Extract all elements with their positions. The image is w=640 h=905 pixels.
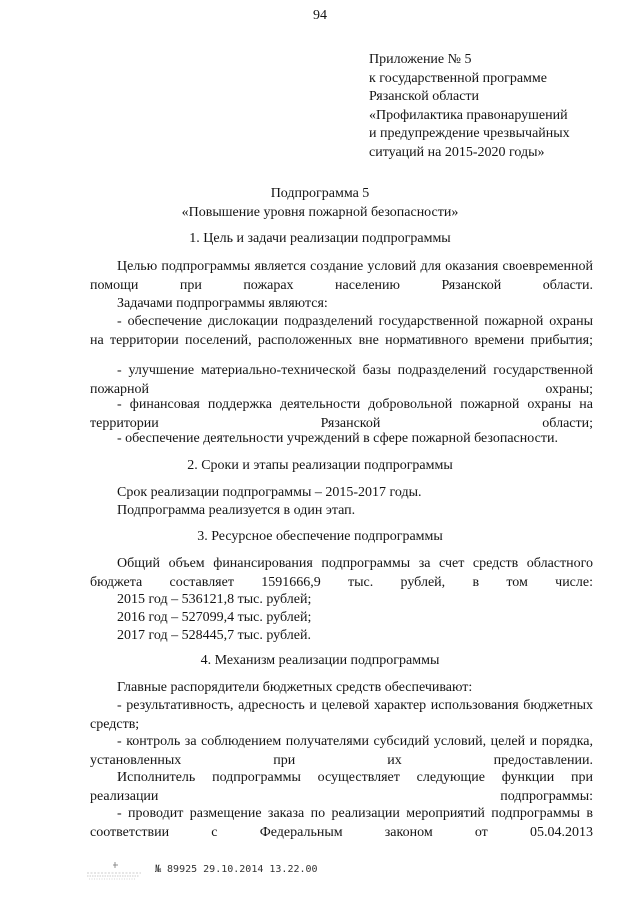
section-4-executor: Исполнитель подпрограммы осуществляет следующие функции при реализации подпрограммы: <box>90 770 593 804</box>
section-4-item-3: - проводит размещение заказа по реализации мероприятий подпрограммы в соответствии с Федеральным законом от 05.04.2013 <box>90 806 593 840</box>
section-1-goal: Целью подпрограммы является создание условий для оказания своевременной помощи при пожарах населению Рязанской области. <box>90 259 593 293</box>
appendix-line: ситуаций на 2015-2020 годы» <box>369 144 545 160</box>
subprogram-title-block <box>0 184 640 222</box>
section-3-heading: 3. Ресурсное обеспечение подпрограммы <box>197 529 443 544</box>
section-1-heading: 1. Цель и задачи реализации подпрограммы <box>189 231 451 246</box>
section-4-item-1: - результативность, адресность и целевой характер использования бюджетных средств; <box>90 698 593 732</box>
appendix-note <box>369 51 570 162</box>
registration-stamp-icon <box>85 860 143 884</box>
section-2-line-1: Срок реализации подпрограммы – 2015-2017 годы. <box>117 485 422 500</box>
section-3-year-2015: 2015 год – 536121,8 тыс. рублей; <box>117 592 312 607</box>
section-4-item-2: - контроль за соблюдением получателями субсидий условий, целей и порядка, установленных при их предоставлении. <box>90 734 593 768</box>
section-3-year-2016: 2016 год – 527099,4 тыс. рублей; <box>117 610 312 625</box>
document-stamp-text: № 89925 29.10.2014 13.22.00 <box>155 864 318 875</box>
appendix-line: и предупреждение чрезвычайных <box>369 126 570 141</box>
section-1-task-2: - улучшение материально-технической базы подразделений государственной пожарной охраны; <box>90 363 593 397</box>
subprogram-title: Подпрограмма 5 <box>270 186 370 201</box>
document-footer <box>85 860 345 884</box>
section-1-tasks-intro: Задачами подпрограммы являются: <box>117 296 328 311</box>
appendix-line: «Профилактика правонарушений <box>369 107 568 123</box>
section-3-year-2017: 2017 год – 528445,7 тыс. рублей. <box>117 628 311 643</box>
section-4-managers: Главные распорядители бюджетных средств обеспечивают: <box>117 680 473 695</box>
section-1-task-3: - финансовая поддержка деятельности добровольной пожарной охраны на территории Рязанской области; <box>90 397 593 431</box>
appendix-line: к государственной программе <box>369 70 547 86</box>
section-4-heading: 4. Механизм реализации подпрограммы <box>200 653 440 668</box>
section-1-task-1: - обеспечение дислокации подразделений государственной пожарной охраны на территории поселений, расположенных вне нормативного времени прибытия; <box>90 314 593 348</box>
section-2-heading: 2. Сроки и этапы реализации подпрограммы <box>187 458 453 473</box>
section-1-task-4: - обеспечение деятельности учреждений в сфере пожарной безопасности. <box>117 431 558 446</box>
page-number: 94 <box>313 8 327 23</box>
appendix-line: Приложение № 5 <box>369 52 472 67</box>
appendix-line: Рязанской области <box>369 89 480 104</box>
section-3-total: Общий объем финансирования подпрограммы за счет средств областного бюджета составляет 1591666,9 тыс. рублей, в том числе: <box>90 556 593 590</box>
subprogram-name: «Повышение уровня пожарной безопасности» <box>181 205 459 220</box>
section-2-line-2: Подпрограмма реализуется в один этап. <box>117 503 356 518</box>
